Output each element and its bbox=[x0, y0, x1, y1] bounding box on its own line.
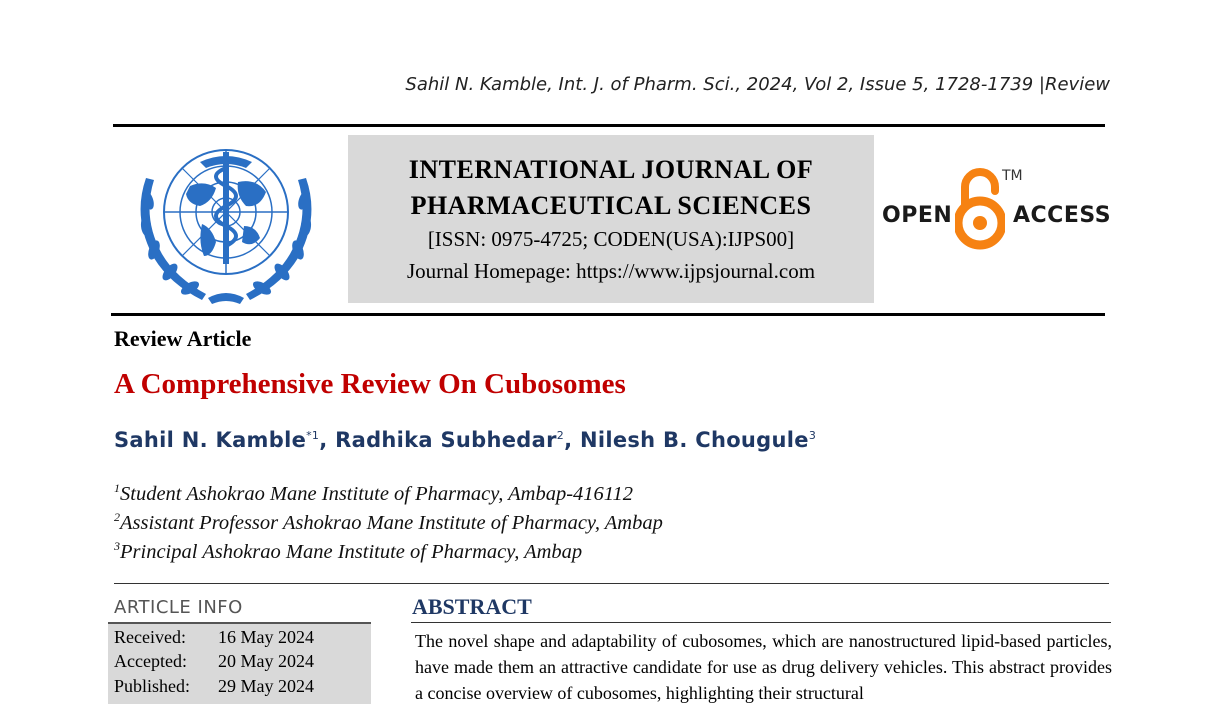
open-access-access-text: ACCESS bbox=[1013, 203, 1112, 228]
article-title: A Comprehensive Review On Cubosomes bbox=[114, 368, 626, 400]
article-info-row bbox=[114, 627, 314, 648]
affiliation-text: Principal Ashokrao Mane Institute of Pharmacy, Ambap bbox=[120, 540, 583, 563]
running-head: Sahil N. Kamble, Int. J. of Pharm. Sci., 2024, Vol 2, Issue 5, 1728-1739 |Review bbox=[405, 74, 1110, 95]
journal-name-line1: INTERNATIONAL JOURNAL OF bbox=[408, 155, 814, 184]
author-separator: , bbox=[319, 428, 336, 452]
author-name[interactable]: Radhika Subhedar bbox=[335, 428, 557, 452]
affiliation bbox=[114, 481, 633, 506]
author-list bbox=[114, 428, 816, 452]
affiliation-number: 2 bbox=[114, 510, 120, 524]
article-info-heading: ARTICLE INFO bbox=[114, 597, 243, 618]
affiliation bbox=[114, 539, 582, 564]
journal-logo-icon bbox=[128, 138, 324, 306]
author-mark: 2 bbox=[556, 429, 565, 442]
header-bottom-rule bbox=[111, 313, 1105, 316]
author-mark: *1 bbox=[306, 429, 320, 442]
abstract-text: The novel shape and adaptability of cubosomes, which are nanostructured lipid-based particles, have made them an attractive candidate for use as drug delivery vehicles. This abstract provides a concise overview of cubosomes, highlighting their structural bbox=[415, 631, 1112, 703]
affiliation-number: 3 bbox=[114, 539, 120, 553]
article-info-label: Accepted: bbox=[114, 651, 187, 671]
affiliation bbox=[114, 510, 663, 535]
article-info-label: Received: bbox=[114, 627, 186, 647]
affiliation-text: Assistant Professor Ashokrao Mane Institute of Pharmacy, Ambap bbox=[120, 511, 663, 534]
open-lock-icon bbox=[955, 165, 1005, 253]
article-info-row bbox=[114, 676, 314, 697]
journal-name-line2: PHARMACEUTICAL SCIENCES bbox=[410, 191, 812, 220]
journal-homepage: Journal Homepage: https://www.ijpsjournal.com bbox=[406, 259, 816, 283]
article-info-label: Published: bbox=[114, 676, 191, 696]
abstract-heading: ABSTRACT bbox=[412, 594, 532, 619]
article-info-value: 16 May 2024 bbox=[218, 627, 314, 647]
author-name[interactable]: Nilesh B. Chougule bbox=[579, 428, 809, 452]
author-mark: 3 bbox=[808, 429, 817, 442]
journal-banner bbox=[348, 135, 874, 303]
article-info-value: 29 May 2024 bbox=[218, 676, 314, 696]
affiliation-text: Student Ashokrao Mane Institute of Pharmacy, Ambap-416112 bbox=[120, 482, 634, 505]
header-top-rule bbox=[113, 124, 1105, 127]
article-info-row bbox=[114, 651, 314, 672]
section-divider bbox=[114, 583, 1109, 584]
author-separator: , bbox=[564, 428, 580, 452]
affiliation-number: 1 bbox=[114, 481, 120, 495]
abstract-rule bbox=[411, 622, 1111, 623]
journal-issn: [ISSN: 0975-4725; CODEN(USA):IJPS00] bbox=[427, 227, 795, 251]
article-type: Review Article bbox=[114, 326, 252, 351]
open-access-logo bbox=[880, 165, 1110, 255]
article-info-value: 20 May 2024 bbox=[218, 651, 314, 671]
author-name[interactable]: Sahil N. Kamble bbox=[114, 428, 307, 452]
open-access-open-text: OPEN bbox=[882, 203, 953, 228]
trademark-mark: TM bbox=[1002, 168, 1023, 184]
